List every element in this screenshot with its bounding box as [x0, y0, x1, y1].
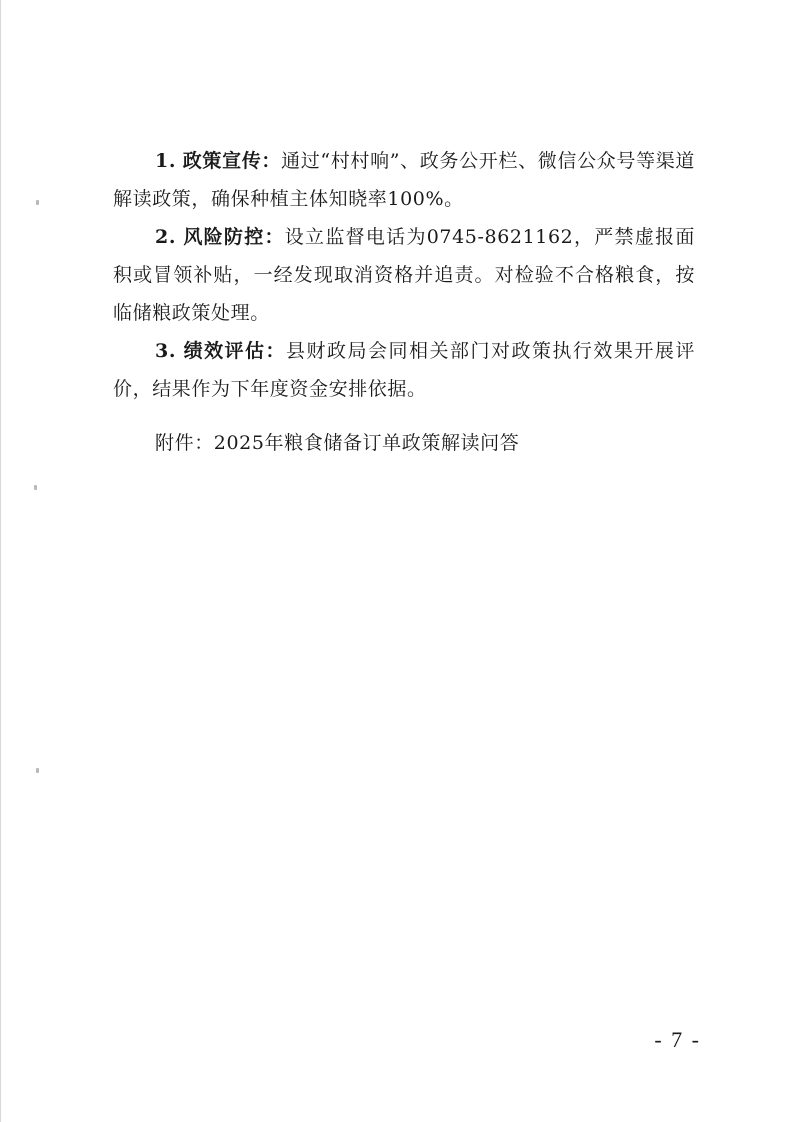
section-number: 3. — [155, 340, 177, 362]
section-policy-publicity — [113, 142, 695, 218]
section-number: 2. — [155, 226, 177, 248]
attachment-line: 附件：2025年粮食储备订单政策解读问答 — [155, 432, 520, 454]
section-text: 设立监督电话为0745-8621162，严禁虚报面积或冒领补贴，一经发现取消资格并追责。对检验不合格粮食，按临储粮政策处理。 — [113, 226, 695, 324]
section-heading: 绩效评估 — [183, 340, 266, 362]
section-text: 县财政局会同相关部门对政策执行效果开展评价，结果作为下年度资金安排依据。 — [113, 340, 695, 400]
page-number: - 7 - — [654, 1027, 701, 1052]
section-heading: 风险防控 — [183, 226, 265, 248]
heading-separator: ： — [261, 150, 282, 172]
heading-separator: ： — [264, 226, 285, 248]
scan-speck — [36, 768, 39, 773]
section-risk-control — [113, 218, 695, 332]
scan-speck — [34, 485, 37, 490]
section-number: 1. — [155, 150, 177, 172]
scan-speck — [36, 200, 39, 205]
document-body — [113, 142, 695, 462]
page-edge — [0, 0, 1, 1122]
section-heading: 政策宣传 — [182, 150, 262, 172]
section-text: 通过“村村响”、政务公开栏、微信公众号等渠道解读政策，确保种植主体知晓率100%。 — [113, 150, 695, 210]
heading-separator: ： — [265, 340, 287, 362]
section-performance-evaluation — [113, 332, 695, 408]
